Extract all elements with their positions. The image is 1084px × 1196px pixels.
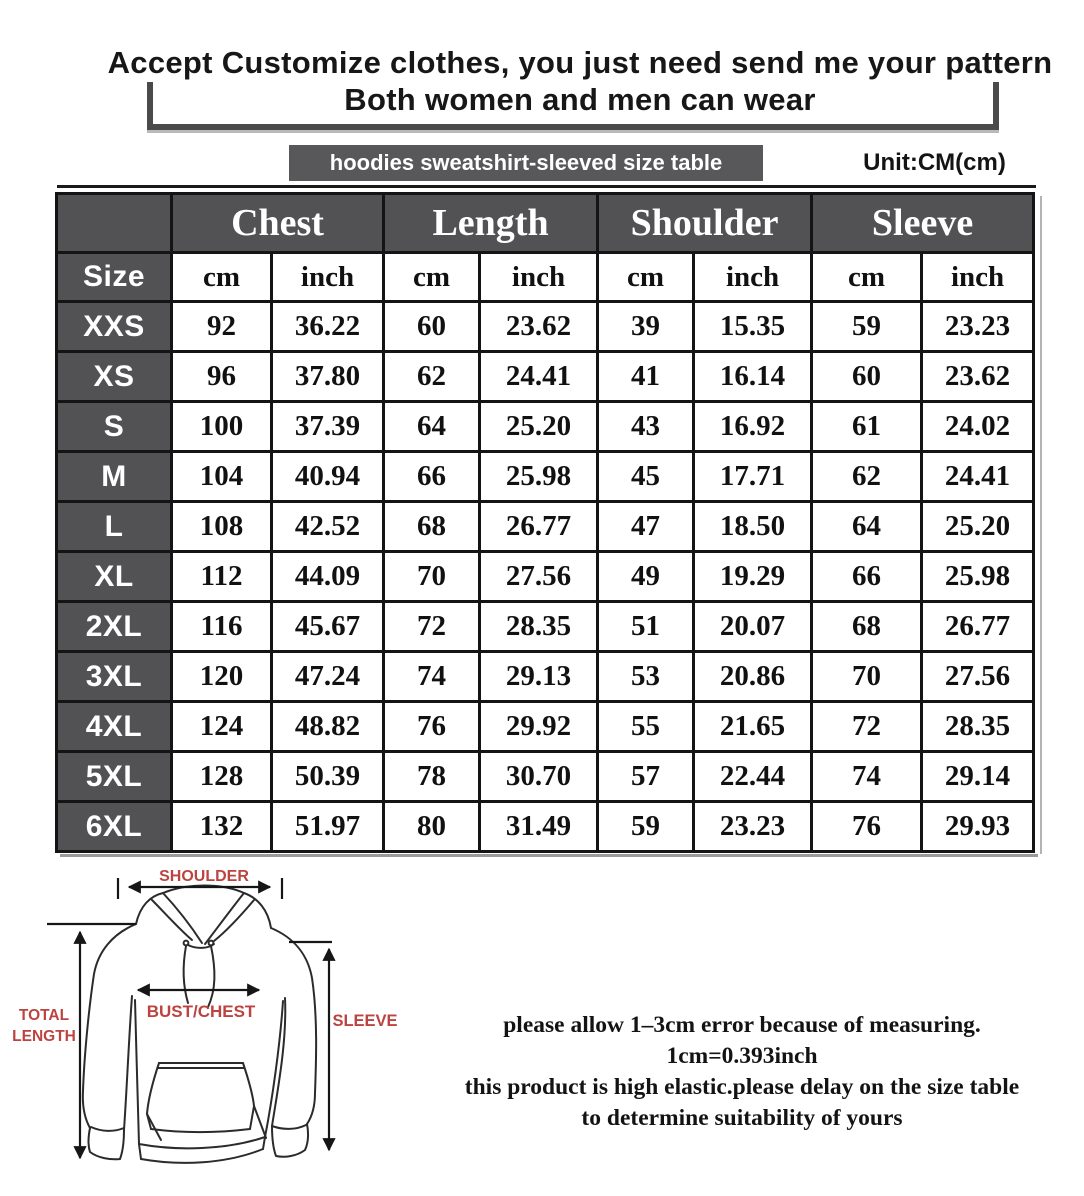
- value-cell: 108: [172, 502, 272, 552]
- table-row-xxs: [57, 302, 1034, 352]
- table-group-header-row: [57, 194, 1034, 253]
- unit-cell-2: cm: [384, 253, 480, 302]
- value-cell: 64: [384, 402, 480, 452]
- value-cell: 128: [172, 752, 272, 802]
- notes-block: [398, 1010, 1084, 1134]
- value-cell: 55: [598, 702, 694, 752]
- value-cell: 62: [384, 352, 480, 402]
- value-cell: 74: [384, 652, 480, 702]
- unit-cell-1: inch: [272, 253, 384, 302]
- notes-line-4: to determine suitability of yours: [581, 1105, 903, 1131]
- value-cell: 15.35: [694, 302, 812, 352]
- value-cell: 124: [172, 702, 272, 752]
- value-cell: 27.56: [922, 652, 1034, 702]
- value-cell: 49: [598, 552, 694, 602]
- table-row-xs: [57, 352, 1034, 402]
- value-cell: 37.39: [272, 402, 384, 452]
- value-cell: 29.14: [922, 752, 1034, 802]
- size-table-banner-label: hoodies sweatshirt-sleeved size table: [329, 150, 723, 175]
- value-cell: 116: [172, 602, 272, 652]
- value-cell: 39: [598, 302, 694, 352]
- value-cell: 25.20: [922, 502, 1034, 552]
- value-cell: 51: [598, 602, 694, 652]
- value-cell: 47: [598, 502, 694, 552]
- value-cell: 76: [812, 802, 922, 852]
- value-cell: 100: [172, 402, 272, 452]
- value-cell: 24.41: [922, 452, 1034, 502]
- size-cell-m: M: [57, 452, 172, 502]
- size-cell-xs: XS: [57, 352, 172, 402]
- unit-cell-7: inch: [922, 253, 1034, 302]
- value-cell: 20.86: [694, 652, 812, 702]
- value-cell: 16.14: [694, 352, 812, 402]
- value-cell: 66: [384, 452, 480, 502]
- bust-chest-label: BUST/CHEST: [146, 1002, 256, 1021]
- table-top-rule: [57, 185, 1036, 188]
- value-cell: 26.77: [480, 502, 598, 552]
- value-cell: 104: [172, 452, 272, 502]
- notes-line-3: this product is high elastic.please delay on the size table: [464, 1074, 1020, 1100]
- value-cell: 41: [598, 352, 694, 402]
- unit-cell-4: cm: [598, 253, 694, 302]
- value-cell: 132: [172, 802, 272, 852]
- size-table-banner: [289, 145, 763, 181]
- table-row-2xl: [57, 602, 1034, 652]
- value-cell: 72: [812, 702, 922, 752]
- value-cell: 43: [598, 402, 694, 452]
- size-cell-xl: XL: [57, 552, 172, 602]
- size-cell-2xl: 2XL: [57, 602, 172, 652]
- value-cell: 76: [384, 702, 480, 752]
- table-row-3xl: [57, 652, 1034, 702]
- value-cell: 68: [812, 602, 922, 652]
- value-cell: 25.20: [480, 402, 598, 452]
- table-row-l: [57, 502, 1034, 552]
- value-cell: 18.50: [694, 502, 812, 552]
- value-cell: 23.62: [480, 302, 598, 352]
- table-row-s: [57, 402, 1034, 452]
- table-right-rule: [1040, 196, 1042, 854]
- value-cell: 60: [812, 352, 922, 402]
- value-cell: 28.35: [480, 602, 598, 652]
- value-cell: 31.49: [480, 802, 598, 852]
- table-row-5xl: [57, 752, 1034, 802]
- value-cell: 68: [384, 502, 480, 552]
- value-cell: 40.94: [272, 452, 384, 502]
- table-subheader-row: [57, 253, 1034, 302]
- column-group-shoulder: Shoulder: [598, 194, 812, 253]
- size-cell-xxs: XXS: [57, 302, 172, 352]
- value-cell: 59: [812, 302, 922, 352]
- value-cell: 21.65: [694, 702, 812, 752]
- notes-line-2: 1cm=0.393inch: [666, 1043, 818, 1069]
- table-row-4xl: [57, 702, 1034, 752]
- value-cell: 61: [812, 402, 922, 452]
- size-table-body: [57, 194, 1034, 852]
- table-row-6xl: [57, 802, 1034, 852]
- value-cell: 112: [172, 552, 272, 602]
- size-cell-l: L: [57, 502, 172, 552]
- unit-cell-5: inch: [694, 253, 812, 302]
- value-cell: 78: [384, 752, 480, 802]
- size-cell-3xl: 3XL: [57, 652, 172, 702]
- value-cell: 70: [384, 552, 480, 602]
- value-cell: 37.80: [272, 352, 384, 402]
- value-cell: 92: [172, 302, 272, 352]
- value-cell: 47.24: [272, 652, 384, 702]
- value-cell: 22.44: [694, 752, 812, 802]
- value-cell: 51.97: [272, 802, 384, 852]
- value-cell: 16.92: [694, 402, 812, 452]
- notes-line-1: please allow 1–3cm error because of measuring.: [503, 1012, 981, 1038]
- value-cell: 29.93: [922, 802, 1034, 852]
- value-cell: 36.22: [272, 302, 384, 352]
- value-cell: 57: [598, 752, 694, 802]
- value-cell: 120: [172, 652, 272, 702]
- unit-label: Unit:CM(cm): [863, 149, 1006, 176]
- size-cell-4xl: 4XL: [57, 702, 172, 752]
- value-cell: 50.39: [272, 752, 384, 802]
- unit-cell-6: cm: [812, 253, 922, 302]
- shoulder-label: SHOULDER: [159, 868, 249, 885]
- hoodie-outline: [83, 886, 316, 1163]
- value-cell: 66: [812, 552, 922, 602]
- value-cell: 53: [598, 652, 694, 702]
- value-cell: 59: [598, 802, 694, 852]
- value-cell: 64: [812, 502, 922, 552]
- value-cell: 26.77: [922, 602, 1034, 652]
- column-group-length: Length: [384, 194, 598, 253]
- value-cell: 19.29: [694, 552, 812, 602]
- value-cell: 48.82: [272, 702, 384, 752]
- value-cell: 74: [812, 752, 922, 802]
- value-cell: 44.09: [272, 552, 384, 602]
- value-cell: 70: [812, 652, 922, 702]
- value-cell: 45: [598, 452, 694, 502]
- value-cell: 45.67: [272, 602, 384, 652]
- total-length-label-line2: LENGTH: [12, 1028, 76, 1045]
- value-cell: 23.23: [922, 302, 1034, 352]
- value-cell: 30.70: [480, 752, 598, 802]
- table-row-m: [57, 452, 1034, 502]
- value-cell: 27.56: [480, 552, 598, 602]
- value-cell: 42.52: [272, 502, 384, 552]
- unit-cell-0: cm: [172, 253, 272, 302]
- title-line-1: Accept Customize clothes, you just need send me your pattern: [107, 45, 1053, 80]
- table-corner-cell: [57, 194, 172, 253]
- column-group-sleeve: Sleeve: [812, 194, 1034, 253]
- size-cell-5xl: 5XL: [57, 752, 172, 802]
- total-length-label-line1: TOTAL: [18, 1007, 70, 1024]
- value-cell: 29.92: [480, 702, 598, 752]
- unit-cell-3: inch: [480, 253, 598, 302]
- hoodie-diagram: [2, 856, 432, 1196]
- value-cell: 20.07: [694, 602, 812, 652]
- value-cell: 25.98: [480, 452, 598, 502]
- title-line-2: Both women and men can wear: [344, 82, 816, 117]
- value-cell: 96: [172, 352, 272, 402]
- value-cell: 60: [384, 302, 480, 352]
- value-cell: 23.23: [694, 802, 812, 852]
- size-cell-6xl: 6XL: [57, 802, 172, 852]
- table-row-xl: [57, 552, 1034, 602]
- value-cell: 24.02: [922, 402, 1034, 452]
- value-cell: 28.35: [922, 702, 1034, 752]
- size-header-cell: Size: [57, 253, 172, 302]
- value-cell: 17.71: [694, 452, 812, 502]
- size-cell-s: S: [57, 402, 172, 452]
- value-cell: 24.41: [480, 352, 598, 402]
- value-cell: 72: [384, 602, 480, 652]
- value-cell: 62: [812, 452, 922, 502]
- column-group-chest: Chest: [172, 194, 384, 253]
- page-title: [80, 44, 1080, 118]
- value-cell: 80: [384, 802, 480, 852]
- value-cell: 29.13: [480, 652, 598, 702]
- sleeve-label: SLEEVE: [332, 1012, 398, 1030]
- value-cell: 25.98: [922, 552, 1034, 602]
- size-table: [55, 192, 1035, 853]
- value-cell: 23.62: [922, 352, 1034, 402]
